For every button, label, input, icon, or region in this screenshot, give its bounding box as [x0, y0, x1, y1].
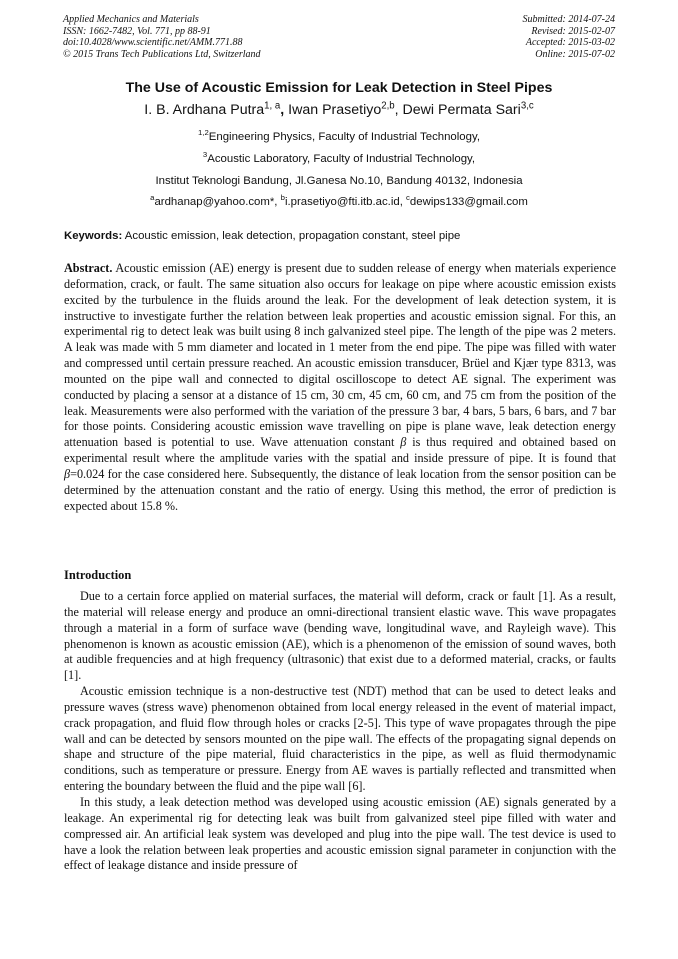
date-accepted: Accepted: 2015-03-02 [525, 37, 615, 49]
abstract [64, 261, 616, 515]
abstract-text: Acoustic emission (AE) energy is present due to sudden release of energy when materials experience deformation, crack, or fault. The same situation also occurs for leakage on pipe where acoustic emission exists excited by the turbulence in the fluids around the leak. For the development of leak detection system, it is instructive to investigate further the relation between leak properties and acoustic emission signal. For this, an experimental rig to detect leak was built using 8 inch galvanized steel pipe. The length of the pipe was 2 meters. A leak was made with 5 mm diameter and located in 1 meter from the end pipe. The pipe was filled with water and compressed until certain pressure reached. An acoustic emission transducer, Brüel and Kjær type 8313, was mounted on the pipe wall and connected to digital oscilloscope to detect AE signal. The experiment was conducted by placing a sensor at a distance of 15 cm, 30 cm, 45 cm, 60 cm, and 75 cm from the position of the leak. Measurements were also performed with the variation of the pressure 3 bar, 4 bars, 5 bars, 6 bars, and 7 bar for those points. Considering acoustic emission wave travelling on pipe is plane wave, leak detection energy attenuation based is potential to use. Wave attenuation constant [64, 261, 616, 450]
keywords [64, 230, 616, 242]
abstract-text: =0.024 for the case considered here. Subsequently, the distance of leak location from the sensor position can be determined by the attenuation constant and the ratio of energy. Using this method, the error of prediction is expected about 15.8 %. [64, 466, 616, 513]
author-mark: 2,b [381, 100, 395, 112]
date-revised: Revised: 2015-02-07 [531, 25, 615, 37]
affiliation-text: Institut Teknologi Bandung, Jl.Ganesa No.10, Bandung 40132, Indonesia [155, 175, 523, 187]
journal-issn: ISSN: 1662-7482, Vol. 771, pp 88-91 [63, 25, 211, 37]
affiliation-line [0, 150, 678, 165]
author-name: I. B. Ardhana Putra [144, 102, 265, 118]
affiliation-text: Engineering Physics, Faculty of Industrial Technology, [208, 131, 480, 143]
beta-symbol: β [64, 466, 71, 481]
section-heading: Introduction [64, 568, 132, 582]
email-mark: b [280, 193, 285, 203]
journal-info [63, 14, 261, 60]
intro-paragraph: Acoustic emission technique is a non-destructive test (NDT) method that can be used to detect leaks and pressure waves (stress wave) phenomenon obtained from local energy released in the event of material impact, crack propagation, and fluid flow through holes or cracks [2-5]. This type of wave propagates through the pipe wall and can be detected by sensors mounted on the pipe wall. The effects of the propagating signal depends on shape and structure of the pipe material, fluid characteristics in the pipe, as well as fluid thermodynamic conditions, such as temperature or pressure. Energy from AE waves is partially reflected and transmitted when entering the boundary between the fluid and the pipe wall [6]. [64, 684, 616, 794]
affiliation-text: Acoustic Laboratory, Faculty of Industrial Technology, [207, 153, 476, 165]
affiliation-mark: 1,2 [198, 128, 209, 138]
email-line [0, 193, 678, 208]
email-mark: a [150, 193, 155, 203]
journal-doi: doi:10.4028/www.scientific.net/AMM.771.88 [63, 37, 243, 49]
abstract-text: is thus required and obtained based on experimental result where the amplitude varies with the spatial and inside pressure of pipe. It is found that [64, 435, 616, 466]
author-name: Iwan Prasetiyo [288, 102, 382, 118]
affiliation-line [0, 175, 678, 187]
abstract-label: Abstract. [64, 261, 113, 275]
intro-paragraph: Due to a certain force applied on material surfaces, the material will deform, crack or fault [1]. As a result, the material will release energy and produce an omni-directional transient elastic wave. This wave propagates through a material in a form of surface wave (bending wave, longitudinal wave, and Rayleigh wave). This phenomenon is known as acoustic emission (AE), which is a phenomenon of the emission of sound waves, both at audible frequencies and at high frequency (ultrasonic) that exist due to a deformed material, cracks, or faults [1]. [64, 589, 616, 683]
email-text: dewips133@gmail.com [409, 196, 528, 208]
publication-dates [523, 14, 616, 60]
author-name: Dewi Permata Sari [402, 102, 521, 118]
journal-name: Applied Mechanics and Materials [63, 14, 199, 25]
date-online: Online: 2015-07-02 [535, 48, 615, 60]
author-mark: 1, a [264, 100, 281, 112]
email-mark: c [406, 193, 410, 203]
author-mark: 3,c [520, 100, 534, 112]
beta-symbol: β [400, 435, 407, 450]
keywords-label: Keywords: [64, 230, 123, 242]
affiliation-line [0, 128, 678, 143]
keywords-text: Acoustic emission, leak detection, propagation constant, steel pipe [124, 230, 461, 242]
email-text: i.prasetiyo@fti.itb.ac.id, [284, 196, 407, 208]
author-separator: , [280, 102, 285, 118]
intro-paragraph: In this study, a leak detection method was developed using acoustic emission (AE) signals generated by a leakage. An experimental rig for detecting leak was built from galvanized steel pipe filled with water and compressed air. An artificial leak system was developed and plug into the pipe wall. The test device is used to have a look the relation between leak properties and acoustic emission signal parameter in conjunction with the effect of leakage distance and inside pressure of [64, 794, 616, 873]
email-text: ardhanap@yahoo.com*, [154, 196, 281, 208]
date-submitted: Submitted: 2014-07-24 [522, 14, 615, 25]
affiliation-mark: 3 [202, 150, 208, 160]
journal-copyright: © 2015 Trans Tech Publications Ltd, Switzerland [63, 48, 261, 60]
author-separator: , [394, 102, 399, 118]
introduction-body [64, 589, 616, 874]
author-list [0, 102, 678, 118]
paper-title: The Use of Acoustic Emission for Leak Detection in Steel Pipes [125, 80, 553, 96]
